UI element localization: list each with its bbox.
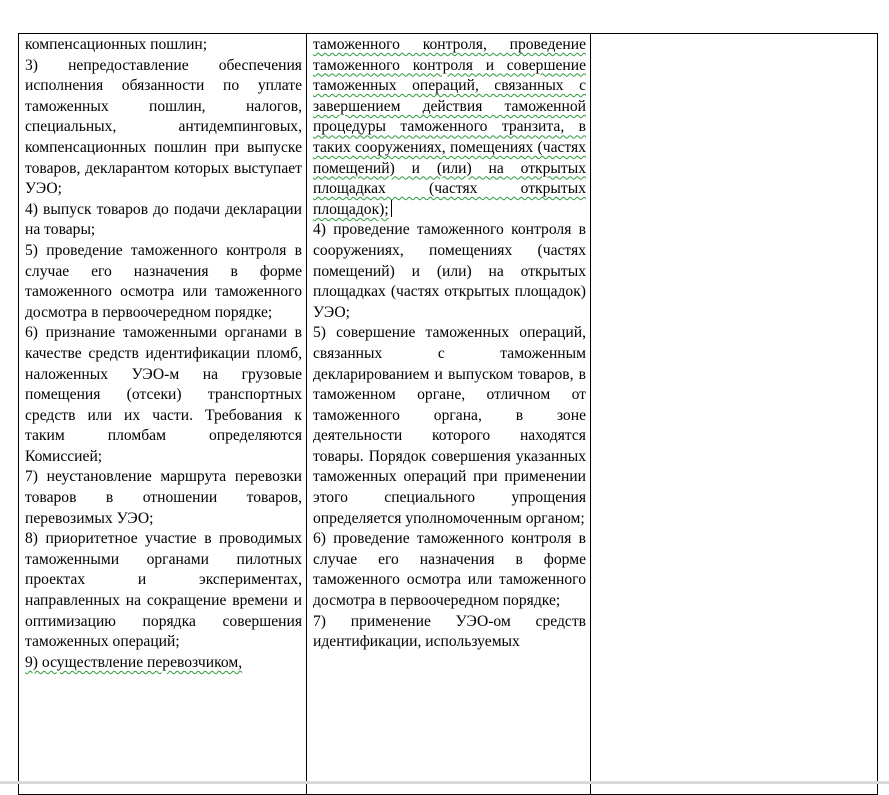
middle-line-4: 7) применение УЭО-ом средств идентификации, используемых	[313, 612, 586, 651]
table-cell-right[interactable]	[591, 34, 878, 795]
left-line-7: 9) осуществление перевозчиком,	[25, 653, 243, 671]
left-cell-text[interactable]	[19, 34, 306, 673]
table-cell-left[interactable]	[19, 34, 307, 795]
left-line-4: 6) признание таможенными органами в качестве средств идентификации пломб, наложенных УЭО-м на грузовые помещения (отсеки) транспортных средств или их части. Требования к таким пломбам определяются Комиссией;	[25, 324, 302, 465]
left-line-0: компенсационных пошлин;	[25, 36, 208, 53]
middle-cell-text[interactable]	[307, 34, 590, 653]
left-line-1	[25, 56, 302, 200]
left-line-6: 8) приоритетное участие в проводимых таможенными органами пилотных проектах и экспериментах, направленных на сокращение времени и оптимизацию порядка совершения таможенных операций;	[25, 530, 302, 651]
table-row	[19, 34, 878, 795]
left-line-3: 5) проведение таможенного контроля в случае его назначения в форме таможенного осмотра или таможенного досмотра в первоочередном порядке;	[25, 241, 302, 321]
text-cursor	[391, 200, 392, 217]
left-line-1-text: 3) непредоставление обеспечения исполнения обязанности по уплате таможенных пошлин, налогов, специальных, антидемпинговых, компенсационных пошлин при выпуске товаров, декларантом которых выступает УЭО;	[25, 56, 302, 198]
table-cell-middle[interactable]	[307, 34, 591, 795]
middle-line-0-text: таможенного контроля, проведение таможенного контроля и совершение таможенных операций, связанных с завершением действия таможенной процедуры таможенного транзита, в таких сооружениях, помещениях (частях помещений) и (или) на открытых площадках (частях открытых площадок);	[313, 36, 586, 218]
document-table	[18, 33, 878, 795]
middle-line-3: 6) проведение таможенного контроля в случае его назначения в форме таможенного осмотра или таможенного досмотра в первоочередном порядке;	[313, 530, 586, 610]
left-line-2: 4) выпуск товаров до подачи декларации на товары;	[25, 200, 302, 239]
right-cell-text[interactable]	[591, 34, 877, 35]
middle-line-0	[313, 35, 586, 220]
left-line-5: 7) неустановление маршрута перевозки товаров в отношении товаров, перевозимых УЭО;	[25, 468, 302, 527]
middle-line-2: 5) совершение таможенных операций, связанных с таможенным декларированием и выпуском товаров, в таможенном органе, отличном от таможенного органа, в зоне деятельности которого находятся товары. Порядок совершения указанных таможенных операций при применении этого специального упрощения определяется уполномоченным органом;	[313, 324, 586, 527]
middle-line-1: 4) проведение таможенного контроля в сооружениях, помещениях (частях помещений) и (или) на открытых площадках (частях открытых площадок) УЭО;	[313, 221, 586, 321]
